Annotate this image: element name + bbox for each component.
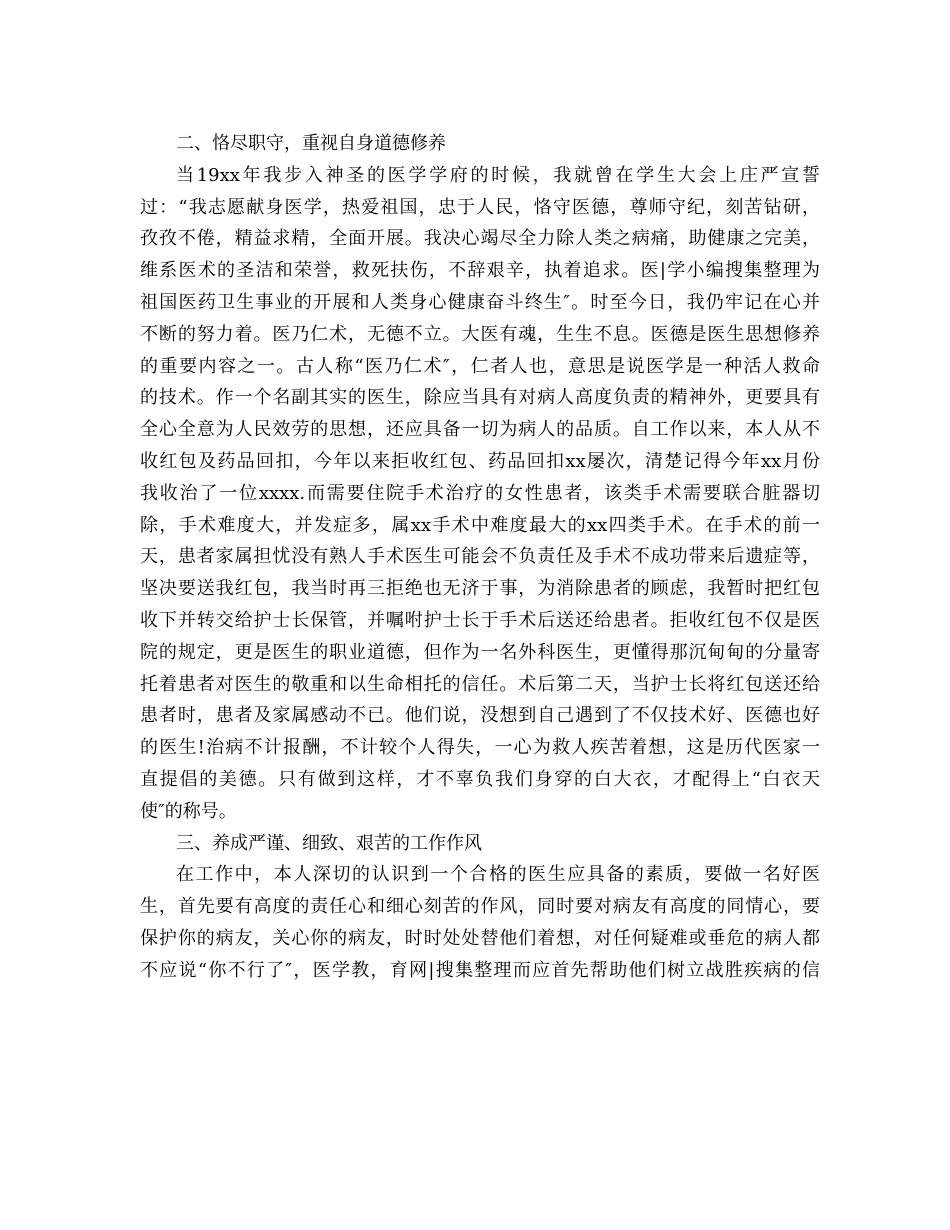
text-line: 收下并转交给护士长保管，并嘱咐护士长于手术后送还给患者。拒收红包不仅是医 xyxy=(140,609,820,631)
text-line: 直提倡的美德。只有做到这样，才不辜负我们身穿的白大衣，才配得上“白衣天 xyxy=(140,768,820,790)
text-line: 的技术。作一个名副其实的医生，除应当具有对病人高度负责的精神外，更要具有 xyxy=(140,387,820,409)
text-line: 保护你的病友，关心你的病友，时时处处替他们着想，对任何疑难或垂危的病人都 xyxy=(140,927,820,949)
text-line: 生，首先要有高度的责任心和细心刻苦的作风，同时要对病友有高度的同情心，要 xyxy=(140,896,820,918)
text-line: 三、养成严谨、细致、艰苦的工作作风 xyxy=(176,832,482,854)
text-line: 院的规定，更是医生的职业道德，但作为一名外科医生，更懂得那沉甸甸的分量寄 xyxy=(140,641,820,663)
text-line: 祖国医药卫生事业的开展和人类身心健康奋斗终生″。时至今日，我仍牢记在心并 xyxy=(140,291,820,313)
text-line: 的医生!治病不计报酬，不计较个人得失，一心为救人疾苦着想，这是历代医家一 xyxy=(140,737,820,759)
text-line: 孜孜不倦，精益求精，全面开展。我决心竭尽全力除人类之病痛，助健康之完美， xyxy=(140,228,820,250)
text-line: 天，患者家属担忧没有熟人手术医生可能会不负责任及手术不成功带来后遗症等， xyxy=(140,546,820,568)
text-line: 过：“我志愿献身医学，热爱祖国，忠于人民，恪守医德，尊师守纪，刻苦钻研， xyxy=(140,196,820,218)
text-line: 二、恪尽职守，重视自身道德修养 xyxy=(176,133,446,154)
text-line: 不应说“你不行了″，医学教，育网|搜集整理而应首先帮助他们树立战胜疾病的信 xyxy=(140,959,820,981)
text-line: 全心全意为人民效劳的思想，还应具备一切为病人的品质。自工作以来，本人从不 xyxy=(140,419,820,441)
text-line: 在工作中，本人深切的认识到一个合格的医生应具备的素质，要做一名好医 xyxy=(176,864,820,886)
text-line: 使″的称号。 xyxy=(140,800,237,822)
text-line: 的重要内容之一。古人称“医乃仁术″，仁者人也，意思是说医学是一种活人救命 xyxy=(140,355,820,377)
text-line: 维系医术的圣洁和荣誉，救死扶伤，不辞艰辛，执着追求。医|学小编搜集整理为 xyxy=(140,260,820,282)
text-line: 除，手术难度大，并发症多，属xx手术中难度最大的xx四类手术。在手术的前一 xyxy=(140,514,820,536)
text-line: 坚决要送我红包，我当时再三拒绝也无济于事，为消除患者的顾虑，我暂时把红包 xyxy=(140,578,820,600)
text-line: 不断的努力着。医乃仁术，无德不立。大医有魂，生生不息。医德是医生思想修养 xyxy=(140,323,820,345)
text-line: 当19xx年我步入神圣的医学学府的时候，我就曾在学生大会上庄严宣誓 xyxy=(176,164,820,186)
text-line: 患者时，患者及家属感动不已。他们说，没想到自己遇到了不仅技术好、医德也好 xyxy=(140,705,820,727)
document-body xyxy=(140,128,820,987)
text-line: 我收治了一位xxxx.而需要住院手术治疗的女性患者，该类手术需要联合脏器切 xyxy=(140,482,820,504)
text-line: 托着患者对医生的敬重和以生命相托的信任。术后第二天，当护士长将红包送还给 xyxy=(140,673,820,695)
text-line: 收红包及药品回扣，今年以来拒收红包、药品回扣xx屡次，清楚记得今年xx月份 xyxy=(140,450,820,472)
